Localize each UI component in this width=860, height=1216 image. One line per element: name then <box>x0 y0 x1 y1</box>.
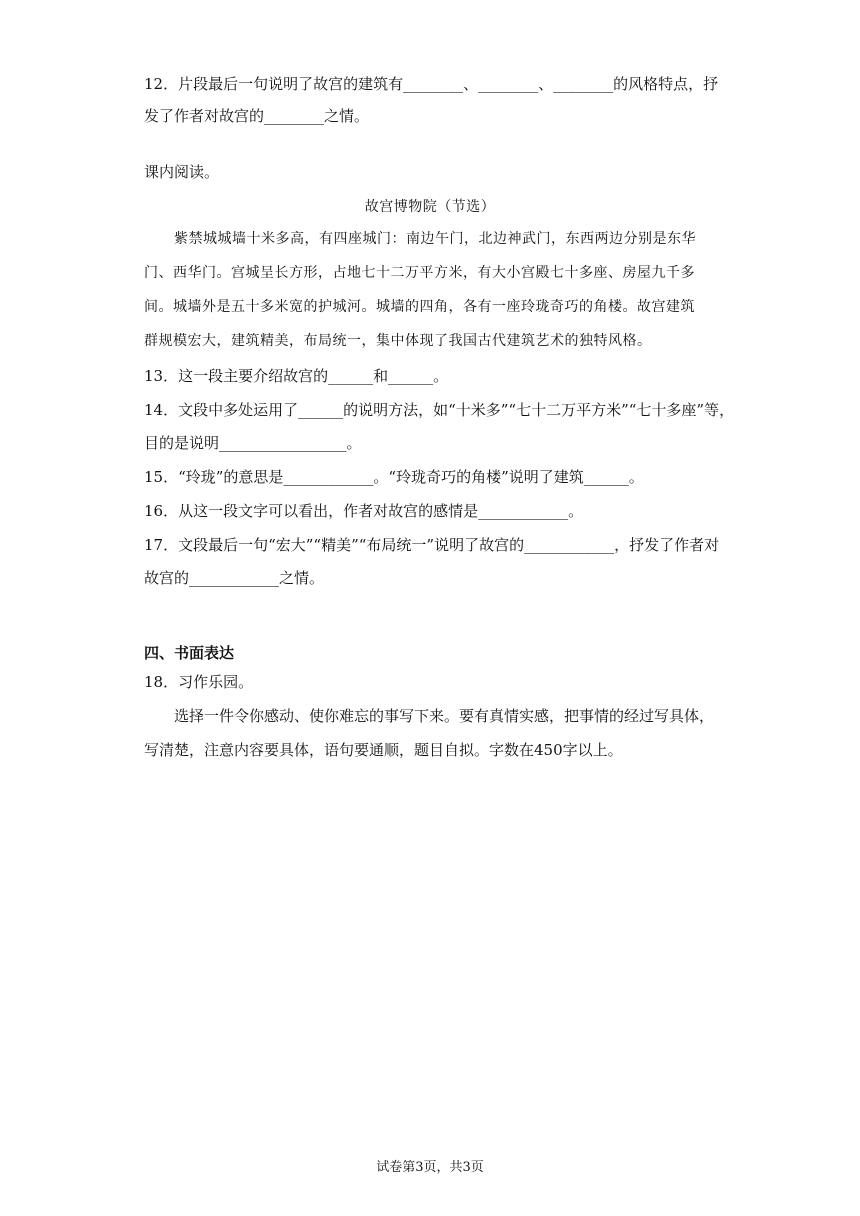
page-footer: 试卷第3页，共3页 <box>376 1160 484 1175</box>
question-16: 16．从这一段文字可以看出，作者对故宫的感情是____________。 <box>144 502 584 520</box>
q12-line-2: 发了作者对故宫的________之情。 <box>144 107 370 125</box>
q18-line-1: 选择一件令你感动、使你难忘的事写下来。要有真情实感，把事情的经过写具体， <box>174 707 715 725</box>
reading-heading: 课内阅读。 <box>144 163 220 181</box>
passage-line-4: 群规模宏大，建筑精美，布局统一，集中体现了我国古代建筑艺术的独特风格。 <box>144 333 652 349</box>
passage-line-1: 紫禁城城墙十米多高，有四座城门：南边午门，北边神武门，东西两边分别是东华 <box>174 231 696 247</box>
passage-line-2: 门、西华门。宫城呈长方形，占地七十二万平方米，有大小宫殿七十多座、房屋九千多 <box>144 265 695 281</box>
q18-line-2: 写清楚，注意内容要具体，语句要通顺，题目自拟。字数在450字以上。 <box>144 741 623 759</box>
q14-line-1: 14．文段中多处运用了______的说明方法，如“十米多”“七十二万平方米”“七十多座”等， <box>144 401 735 419</box>
q18-title: 18．习作乐园。 <box>144 673 254 691</box>
question-13: 13．这一段主要介绍故宫的______和______。 <box>144 367 449 385</box>
passage-title: 故宫博物院（节选） <box>364 199 496 215</box>
q12-line-1: 12．片段最后一句说明了故宫的建筑有________、________、________的风格特点，抒 <box>144 75 719 93</box>
question-15: 15．“玲珑”的意思是____________。“玲珑奇巧的角楼”说明了建筑______。 <box>144 468 644 486</box>
q17-line-2: 故宫的____________之情。 <box>144 569 325 587</box>
passage-line-3: 间。城墙外是五十多米宽的护城河。城墙的四角，各有一座玲珑奇巧的角楼。故宫建筑 <box>144 299 695 315</box>
q14-line-2: 目的是说明_________________。 <box>144 434 362 452</box>
section-4-heading: 四、书面表达 <box>144 644 235 662</box>
q17-line-1: 17．文段最后一句“宏大”“精美”“布局统一”说明了故宫的____________，抒发了作者对 <box>144 536 720 554</box>
